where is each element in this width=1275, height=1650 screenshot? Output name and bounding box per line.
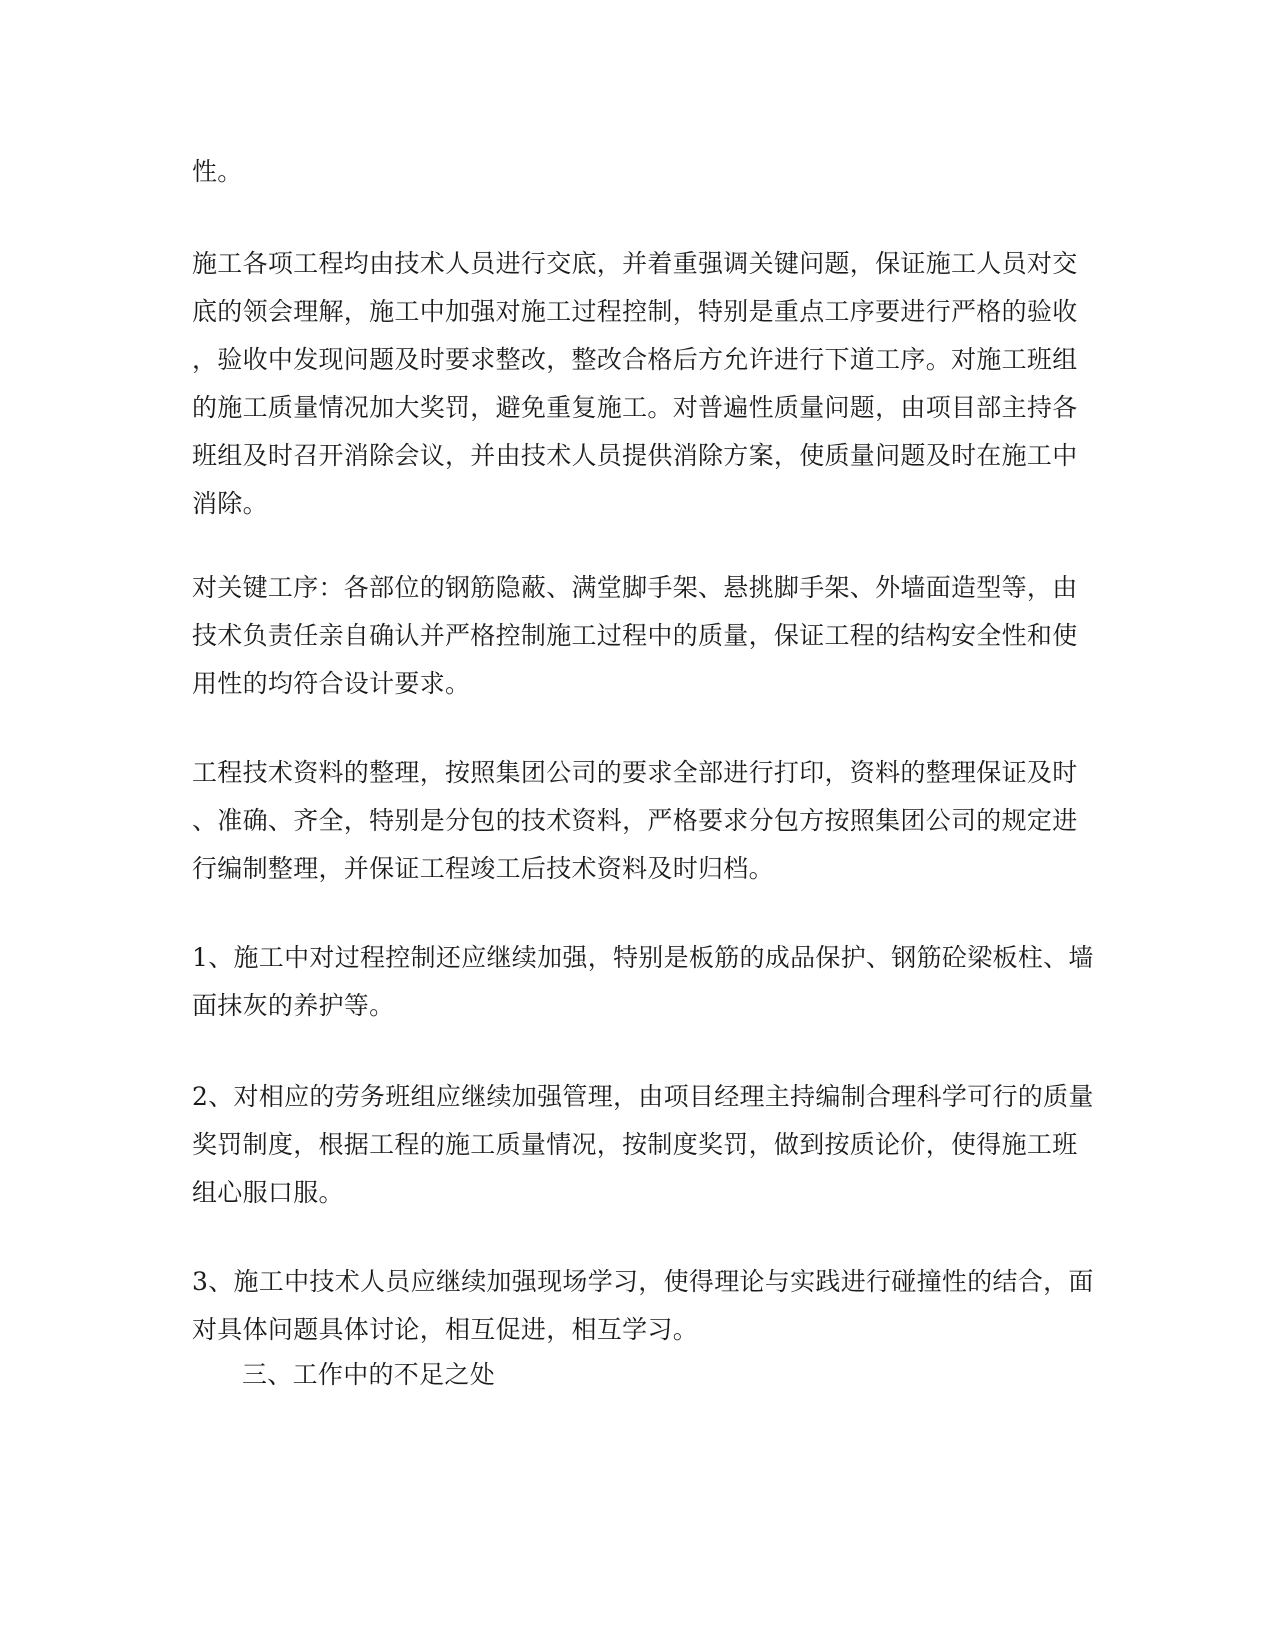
section-heading: 三、工作中的不足之处: [242, 1360, 496, 1389]
text-line: 1、施工中对过程控制还应继续加强，特别是板筋的成品保护、钢筋砼梁板柱、墙: [192, 943, 1094, 972]
text-line: 的施工质量情况加大奖罚，避免重复施工。对普遍性质量问题，由项目部主持各: [192, 393, 1078, 422]
text-line: ，验收中发现问题及时要求整改，整改合格后方允许进行下道工序。对施工班组: [192, 345, 1078, 374]
paragraph-technical-briefing: [192, 240, 1084, 528]
text-line: 组心服口服。: [192, 1178, 344, 1207]
text-line: 奖罚制度，根据工程的施工质量情况，按制度奖罚，做到按质论价，使得施工班: [192, 1130, 1078, 1159]
text-line: 施工各项工程均由技术人员进行交底，并着重强调关键问题，保证施工人员对交: [192, 249, 1078, 278]
list-item-3: [192, 1258, 1094, 1354]
text-line: 性。: [192, 157, 243, 186]
text-line: 用性的均符合设计要求。: [192, 669, 471, 698]
text-line: 2、对相应的劳务班组应继续加强管理，由项目经理主持编制合理科学可行的质量: [192, 1082, 1094, 1111]
text-line: 班组及时召开消除会议，并由技术人员提供消除方案，使质量问题及时在施工中: [192, 441, 1078, 470]
text-line: 工程技术资料的整理，按照集团公司的要求全部进行打印，资料的整理保证及时: [192, 758, 1078, 787]
text-line: 技术负责任亲自确认并严格控制施工过程中的质量，保证工程的结构安全性和使: [192, 621, 1078, 650]
text-line: 3、施工中技术人员应继续加强现场学习，使得理论与实践进行碰撞性的结合，面: [192, 1267, 1094, 1296]
paragraph-technical-documents: [192, 749, 1084, 893]
text-line: 、准确、齐全，特别是分包的技术资料，严格要求分包方按照集团公司的规定进: [192, 806, 1078, 835]
list-item-1: [192, 934, 1094, 1030]
text-line: 对具体问题具体讨论，相互促进，相互学习。: [192, 1315, 699, 1344]
paragraph-continuation: [192, 148, 1084, 196]
text-line: 行编制整理，并保证工程竣工后技术资料及时归档。: [192, 854, 774, 883]
text-line: 底的领会理解，施工中加强对施工过程控制，特别是重点工序要进行严格的验收: [192, 297, 1078, 326]
text-line: 对关键工序：各部位的钢筋隐蔽、满堂脚手架、悬挑脚手架、外墙面造型等，由: [192, 573, 1078, 602]
text-line: 面抹灰的养护等。: [192, 991, 395, 1020]
text-line: 消除。: [192, 489, 268, 518]
paragraph-key-processes: [192, 564, 1084, 708]
list-item-2: [192, 1073, 1094, 1217]
